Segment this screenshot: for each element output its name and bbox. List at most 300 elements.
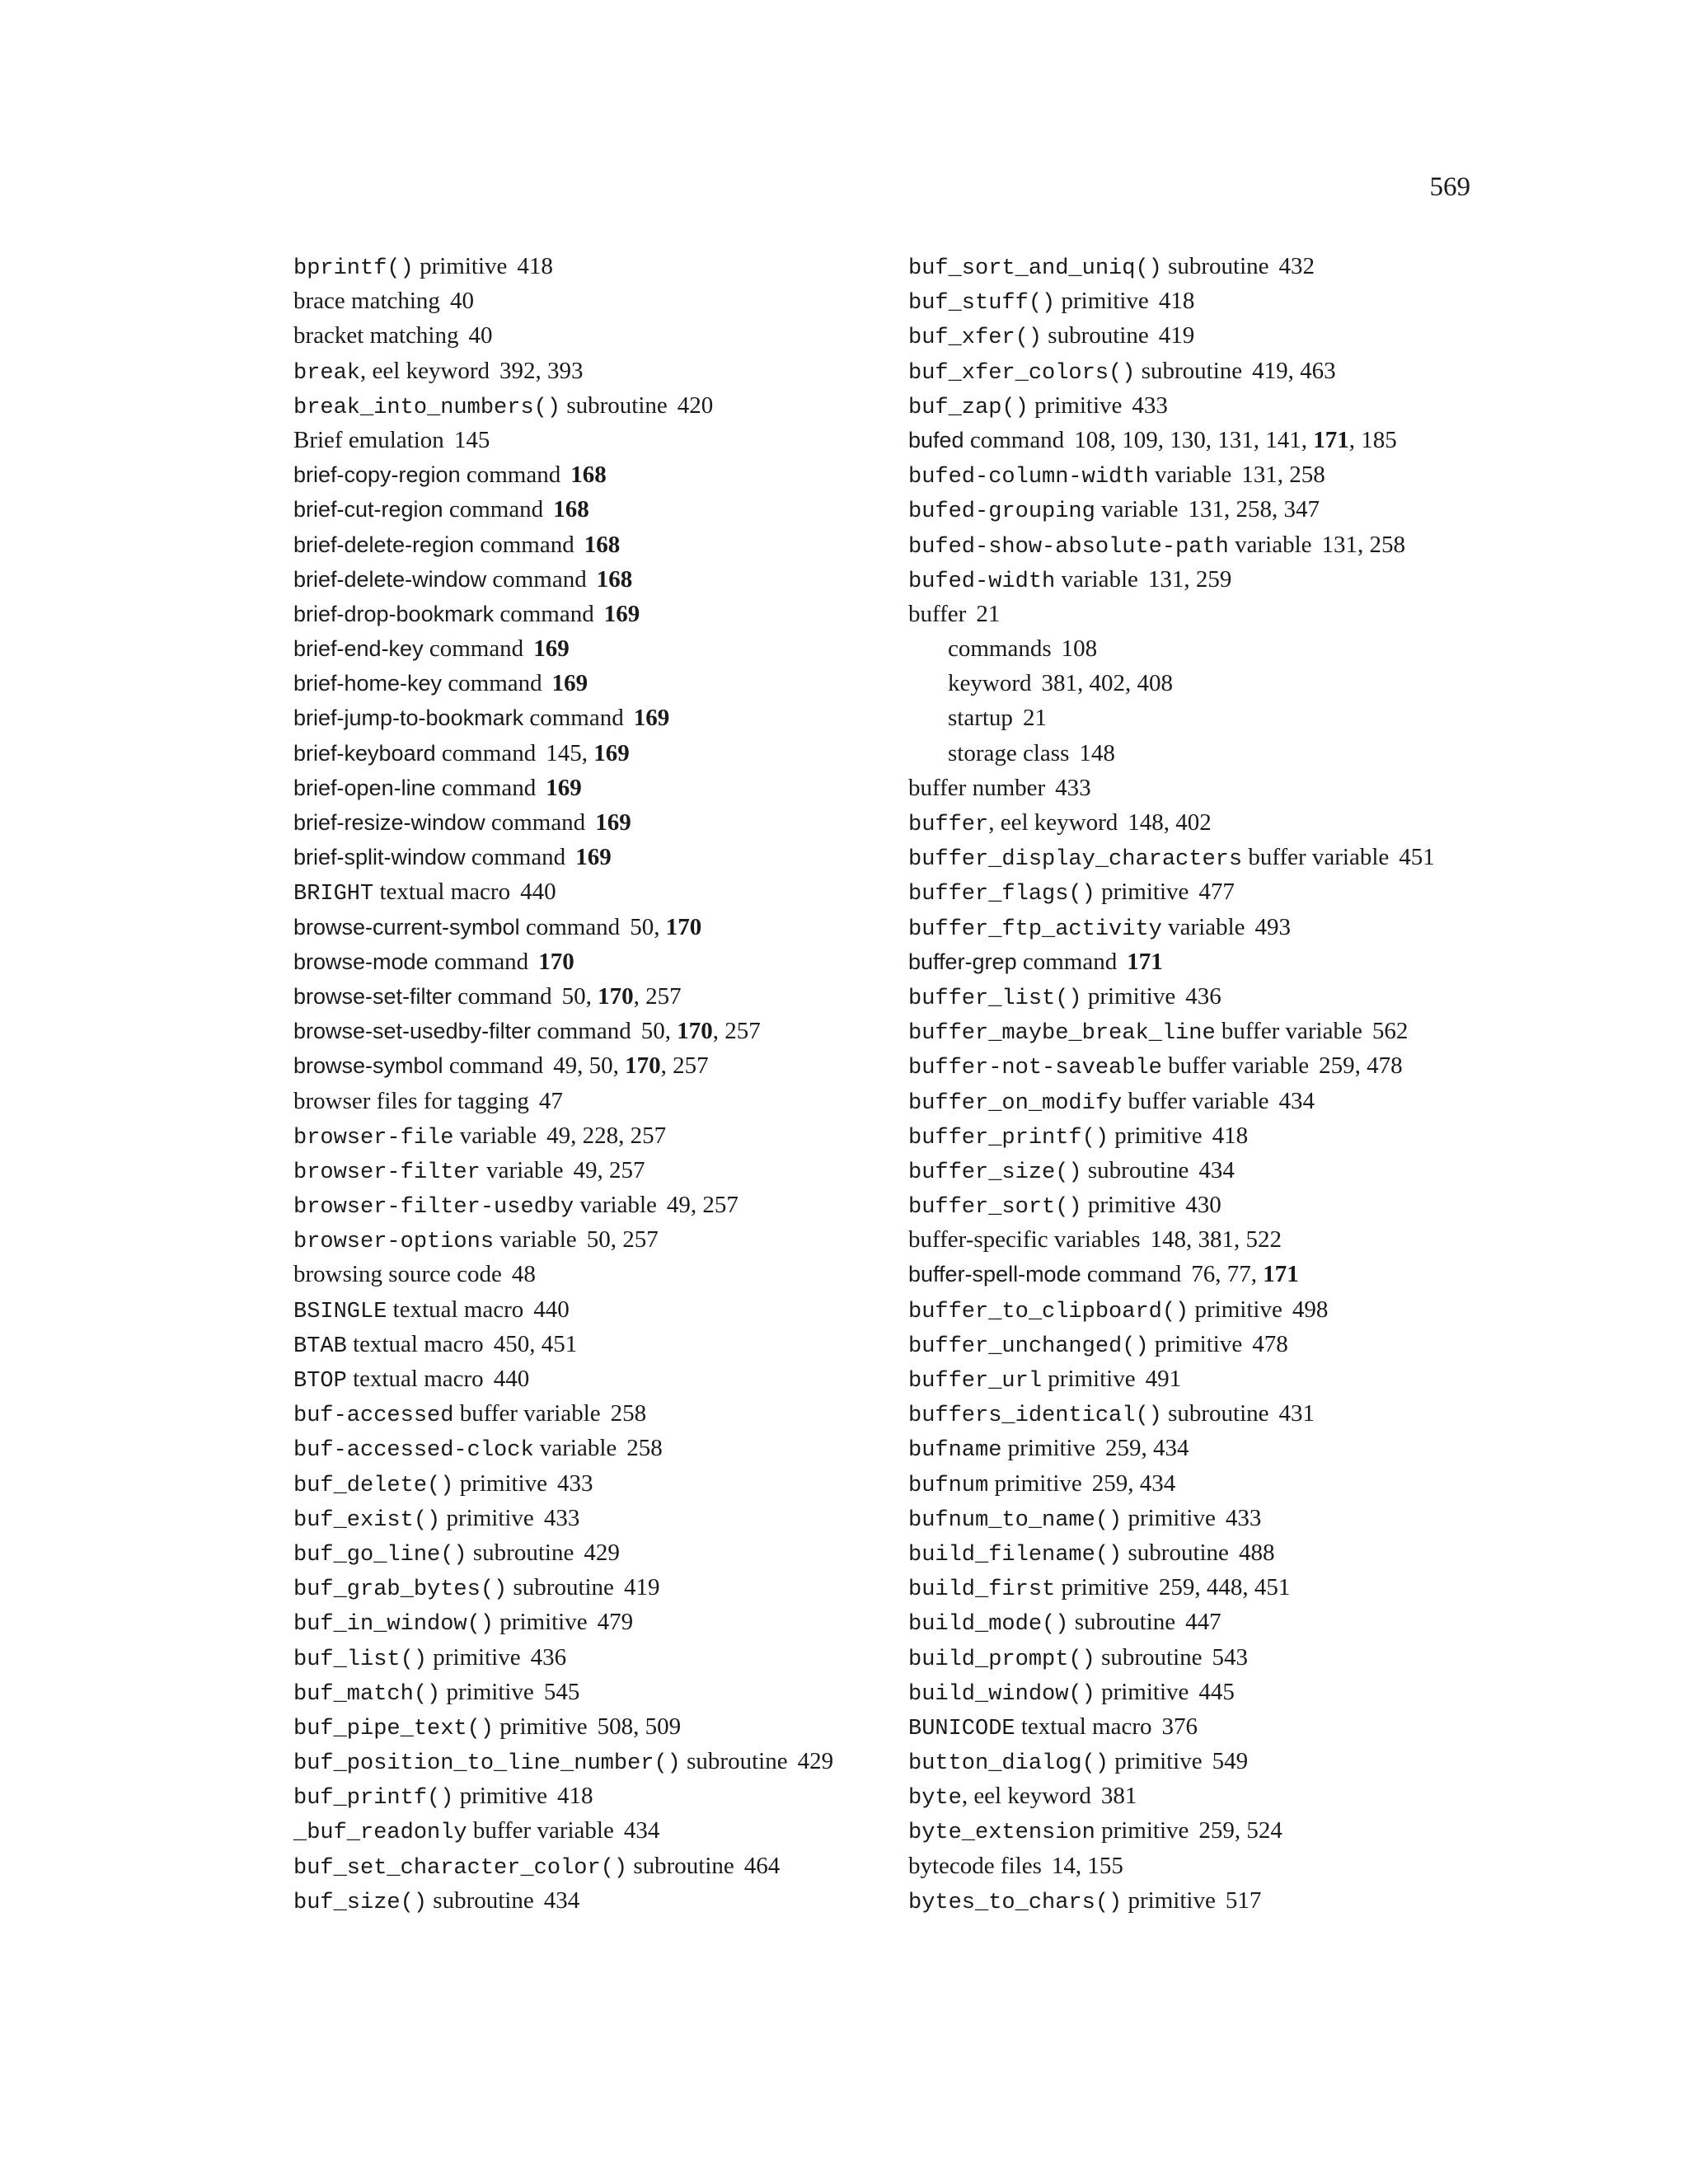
page-ref: 508: [597, 1713, 634, 1740]
entry-pages: 381, 402, 408: [1041, 670, 1173, 697]
index-entry: [293, 1118, 870, 1153]
entry-term: buffer variable: [1242, 844, 1390, 871]
entry-pages: 49, 50, 170, 257: [553, 1052, 709, 1080]
entry-term: buffer-spell-mode: [908, 1262, 1081, 1287]
index-entry: [908, 1257, 1485, 1291]
entry-pages: 50, 170: [630, 913, 702, 940]
entry-term: buffer number: [908, 774, 1046, 801]
entry-term: buf_zap(): [908, 395, 1029, 420]
entry-term: build_filename(): [908, 1542, 1123, 1568]
index-entry: [908, 805, 1485, 840]
entry-pages: [584, 1540, 620, 1566]
page-ref: 170: [538, 948, 574, 975]
page-ref: 463: [1300, 357, 1336, 384]
entry-term: buf_xfer(): [908, 326, 1043, 351]
entry-term: command: [485, 809, 586, 836]
entry-term: primitive: [1055, 1574, 1149, 1601]
index-entry: [293, 1744, 870, 1779]
index-entry: [293, 1292, 870, 1327]
page-ref: 50: [640, 1018, 665, 1045]
index-entry: [293, 318, 870, 353]
page-ref: 408: [1137, 670, 1173, 697]
entry-term: BTOP: [293, 1369, 347, 1394]
page-ref: 228: [582, 1122, 619, 1149]
page-ref: 433: [1132, 391, 1168, 419]
entry-pages: 49, 257: [666, 1192, 738, 1219]
entry-pages: [1292, 1296, 1329, 1323]
entry-term: buffer variable: [1122, 1087, 1269, 1114]
index-entry: [293, 423, 870, 457]
index-entry: [293, 944, 870, 979]
entry-term: brief-split-window: [293, 845, 466, 870]
entry-term: subroutine: [1161, 253, 1269, 279]
entry-term: primitive: [427, 1643, 521, 1671]
page-ref: 431: [1278, 1400, 1315, 1427]
page-ref: 433: [543, 1504, 580, 1531]
index-entry: [908, 944, 1485, 979]
entry-term: brief-delete-region: [293, 532, 475, 557]
entry-term: bufed-show-absolute-path: [908, 534, 1229, 560]
index-entry: [908, 318, 1485, 353]
entry-pages: [1279, 1400, 1315, 1427]
index-entry: [908, 423, 1485, 457]
index-column-right: [908, 249, 1485, 1918]
entry-term: primitive: [1081, 982, 1176, 1010]
index-entry: [293, 1222, 870, 1257]
entry-pages: [1079, 740, 1115, 766]
entry-pages: [544, 1505, 580, 1531]
page-ref: 258: [626, 1435, 663, 1462]
entry-term: variable: [494, 1226, 577, 1254]
entry-term: browser files for tagging: [293, 1087, 529, 1114]
entry-term: browser-filter-usedby: [293, 1195, 574, 1221]
page-ref: 109: [1122, 426, 1158, 453]
entry-term: buffer_size(): [908, 1160, 1082, 1185]
page-ref: 517: [1225, 1886, 1262, 1914]
page-ref: 509: [645, 1713, 682, 1740]
entry-term: variable: [1228, 531, 1312, 558]
index-entry: [908, 1501, 1485, 1535]
page-ref: 21: [1022, 705, 1047, 732]
entry-term: buffer variable: [1215, 1018, 1362, 1045]
page-ref: 434: [1139, 1469, 1176, 1497]
entry-term: command: [465, 844, 566, 871]
entry-term: buffer_ftp_activity: [908, 916, 1162, 942]
index-entry: [908, 1675, 1485, 1709]
index-entry: [908, 1292, 1485, 1327]
page-ref: 478: [1252, 1330, 1288, 1357]
entry-pages: [626, 1435, 663, 1461]
entry-term: Brief emulation: [293, 426, 444, 453]
entry-term: buf_delete(): [293, 1473, 454, 1498]
entry-term: byte_extension: [908, 1821, 1095, 1846]
entry-pages: 50, 170, 257: [640, 1018, 761, 1045]
index-entry: [908, 1744, 1485, 1779]
page-ref: 488: [1238, 1539, 1275, 1566]
entry-term: BTAB: [293, 1333, 347, 1359]
entry-term: command: [523, 705, 624, 732]
page-ref: 258: [610, 1400, 647, 1427]
entry-term: BUNICODE: [908, 1716, 1015, 1741]
page-ref: 258: [1289, 462, 1325, 489]
entry-pages: 259, 478: [1319, 1052, 1403, 1080]
index-entry: [293, 597, 870, 631]
entry-pages: [517, 253, 553, 279]
page-ref: 440: [520, 879, 556, 906]
entry-term: buffer_flags(): [908, 882, 1095, 907]
index-entry: [908, 1535, 1485, 1570]
index-entry: [908, 1188, 1485, 1222]
entry-term: primitive: [1148, 1330, 1243, 1357]
page-ref: 451: [1254, 1574, 1291, 1601]
index-entry: [293, 1640, 870, 1675]
page-ref: 259: [1319, 1052, 1355, 1080]
page-ref: 429: [797, 1748, 834, 1775]
entry-term: bufed-width: [908, 569, 1056, 594]
entry-term: break: [293, 360, 361, 386]
page-ref: 259: [1105, 1435, 1142, 1462]
entry-term: primitive: [1055, 288, 1149, 315]
entry-term: buf_set_character_color(): [293, 1855, 628, 1881]
entry-term: subroutine: [507, 1574, 614, 1601]
page-ref: 376: [1161, 1713, 1198, 1740]
entry-term: primitive: [494, 1713, 588, 1740]
page-ref: 131: [1217, 426, 1254, 453]
page-ref: 168: [584, 531, 621, 558]
index-entry: [908, 1222, 1485, 1257]
entry-pages: [1162, 1713, 1198, 1740]
index-entry: [293, 284, 870, 318]
index-entry: [908, 597, 1485, 631]
entry-pages: [1279, 253, 1315, 279]
page-ref: 419: [623, 1574, 660, 1601]
entry-term: bufname: [908, 1438, 1002, 1464]
index-entry: [908, 1118, 1485, 1153]
index-entry: [293, 1014, 870, 1048]
entry-term: variable: [1095, 496, 1179, 523]
entry-pages: [798, 1748, 834, 1774]
index-entry: [908, 1327, 1485, 1361]
entry-term: subroutine: [1161, 1400, 1269, 1427]
entry-pages: 148, 402: [1128, 809, 1212, 836]
entry-term: buffer_sort(): [908, 1195, 1082, 1221]
index-entry: [908, 910, 1485, 944]
entry-pages: [552, 670, 588, 696]
entry-pages: [544, 1887, 580, 1914]
page-ref: 171: [1313, 426, 1349, 453]
index-entry: [293, 1257, 870, 1291]
entry-term: buf_xfer_colors(): [908, 360, 1136, 386]
index-entry: [293, 1361, 870, 1396]
entry-term: brief-resize-window: [293, 810, 485, 835]
entry-pages: [531, 1644, 567, 1671]
entry-term: primitive: [1081, 1192, 1176, 1219]
entry-term: browse-set-usedby-filter: [293, 1019, 532, 1044]
page-ref: 450: [493, 1330, 530, 1357]
entry-term: primitive: [1095, 879, 1189, 906]
entry-pages: [1198, 879, 1235, 905]
entry-term: textual macro: [346, 1366, 484, 1392]
entry-term: button_dialog(): [908, 1751, 1109, 1777]
entry-term: buf-accessed-clock: [293, 1438, 534, 1464]
entry-pages: [1055, 775, 1091, 801]
entry-pages: 50, 257: [586, 1226, 659, 1254]
entry-term: primitive: [440, 1678, 534, 1705]
page-ref: 440: [533, 1296, 570, 1323]
entry-term: command: [494, 600, 594, 627]
entry-pages: [494, 1366, 530, 1392]
page-ref: 392: [499, 357, 536, 384]
index-entry: [293, 631, 870, 666]
entry-term: browse-symbol: [293, 1053, 443, 1079]
entry-term: primitive: [453, 1783, 548, 1810]
entry-term: buffers_identical(): [908, 1404, 1162, 1429]
page-ref: 130: [1170, 426, 1206, 453]
entry-term: buffer-not-saveable: [908, 1056, 1162, 1081]
entry-term: buffer variable: [453, 1400, 601, 1427]
entry-pages: [575, 844, 612, 870]
entry-term: command: [486, 565, 587, 593]
entry-term: primitive: [440, 1504, 534, 1531]
index-entry: [908, 1153, 1485, 1188]
page-ref: 419: [1252, 357, 1288, 384]
entry-term: subroutine: [1095, 1643, 1203, 1671]
page-ref: 479: [597, 1609, 634, 1636]
entry-term: buffer_printf(): [908, 1125, 1109, 1151]
index-entry: [293, 457, 870, 492]
index-entry: [293, 874, 870, 909]
page-ref: 155: [1087, 1852, 1123, 1879]
entry-pages: 148, 381, 522: [1150, 1226, 1282, 1254]
entry-term: command: [435, 739, 537, 766]
entry-term: bytecode files: [908, 1852, 1042, 1879]
index-entry: [908, 388, 1485, 423]
index-entry: [293, 1779, 870, 1813]
index-entry: [908, 1431, 1485, 1465]
entry-pages: 131, 258: [1241, 462, 1325, 489]
entry-pages: [1023, 705, 1047, 731]
page-ref: 131: [1241, 462, 1278, 489]
entry-term: command: [443, 496, 544, 523]
page-ref: 477: [1198, 879, 1235, 906]
index-entry: [293, 1153, 870, 1188]
page-ref: 419: [1158, 322, 1195, 349]
entry-pages: [1132, 392, 1168, 419]
page-ref: 381: [1100, 1783, 1137, 1810]
entry-term: variable: [453, 1122, 537, 1149]
entry-pages: [595, 809, 631, 836]
index-entry: [908, 492, 1485, 527]
entry-pages: [1212, 1748, 1249, 1774]
page-ref: 76: [1191, 1261, 1216, 1288]
entry-term: primitive: [1001, 1435, 1095, 1462]
entry-term: command: [474, 531, 574, 558]
page-ref: 545: [543, 1678, 580, 1705]
index-entry: [293, 1675, 870, 1709]
index-entry: [293, 1396, 870, 1431]
index-entry: [293, 1466, 870, 1501]
entry-term: buffer: [908, 600, 967, 627]
entry-pages: [454, 427, 490, 453]
entry-term: buf_position_to_line_number(): [293, 1751, 681, 1777]
entry-pages: [1185, 1609, 1221, 1635]
page-ref: 418: [1212, 1122, 1249, 1149]
entry-term: variable: [480, 1156, 564, 1183]
page-ref: 562: [1372, 1018, 1409, 1045]
entry-term: browser-options: [293, 1230, 495, 1255]
index-entry: [293, 1570, 870, 1605]
entry-term: browser-file: [293, 1125, 454, 1151]
entry-pages: 259, 434: [1105, 1435, 1189, 1462]
entry-pages: 145, 169: [546, 739, 630, 766]
entry-pages: [1101, 1783, 1137, 1809]
page-ref: 169: [546, 774, 582, 801]
entry-pages: [538, 949, 574, 975]
index-entry: [908, 1361, 1485, 1396]
index-subentry: [908, 736, 1485, 771]
entry-term: subroutine: [627, 1852, 734, 1879]
entry-term: buf-accessed: [293, 1404, 454, 1429]
entry-term: primitive: [1109, 1122, 1203, 1149]
index-entry: [908, 1014, 1485, 1048]
entry-term: subroutine: [1122, 1539, 1229, 1566]
page-ref: 131: [1188, 496, 1224, 523]
entry-term: buf_go_line(): [293, 1542, 467, 1568]
index-entry: [908, 457, 1485, 492]
page-ref: 169: [551, 670, 588, 697]
entry-term: bufed-grouping: [908, 499, 1095, 525]
entry-pages: [1062, 635, 1098, 662]
entry-term: variable: [1148, 462, 1232, 489]
entry-term: command: [964, 426, 1065, 453]
entry-pages: [744, 1853, 781, 1879]
entry-pages: [976, 601, 1000, 627]
page-ref: 478: [1367, 1052, 1403, 1080]
index-entry: [293, 840, 870, 874]
page-ref: 259: [1195, 565, 1232, 593]
entry-term: primitive: [1042, 1366, 1136, 1392]
entry-term: buffer variable: [1161, 1052, 1310, 1080]
page-ref: 50: [586, 1226, 611, 1254]
entry-pages: [1226, 1887, 1262, 1914]
entry-term: buffer variable: [467, 1817, 614, 1844]
page-ref: 258: [1369, 531, 1406, 558]
page-ref: 50: [630, 913, 654, 940]
entry-pages: 131, 259: [1147, 565, 1232, 593]
entry-term: browse-set-filter: [293, 983, 452, 1009]
page-ref: 402: [1175, 809, 1212, 836]
page-ref: 108: [1061, 635, 1098, 663]
page-ref: 169: [633, 705, 670, 732]
entry-term: subroutine: [1042, 322, 1149, 349]
entry-term: browser-filter: [293, 1160, 481, 1185]
entry-pages: [546, 775, 582, 801]
entry-pages: [1159, 322, 1195, 349]
entry-pages: [1255, 914, 1292, 940]
entry-term: bufed-column-width: [908, 465, 1149, 490]
entry-term: textual macro: [373, 879, 511, 906]
entry-term: brief-copy-region: [293, 462, 461, 488]
entry-pages: [544, 1679, 580, 1705]
entry-pages: 259, 448, 451: [1158, 1574, 1291, 1601]
entry-pages: [539, 1088, 563, 1114]
entry-pages: [1226, 1505, 1262, 1531]
entry-term: , eel keyword: [988, 809, 1118, 836]
entry-pages: 49, 257: [573, 1156, 645, 1183]
page-ref: 429: [584, 1539, 620, 1566]
entry-pages: [1278, 1088, 1315, 1114]
entry-term: primitive: [494, 1609, 588, 1636]
page-ref: 434: [543, 1886, 580, 1914]
entry-term: command: [531, 1018, 631, 1045]
page-ref: 434: [1278, 1087, 1315, 1114]
index-entry: [908, 284, 1485, 318]
page-ref: 522: [1245, 1226, 1282, 1254]
page-ref: 347: [1283, 496, 1320, 523]
entry-pages: [557, 1470, 593, 1497]
page-ref: 433: [1055, 774, 1091, 801]
entry-term: primitive: [988, 1469, 1082, 1497]
entry-pages: 392, 393: [499, 357, 584, 384]
entry-term: byte: [908, 1786, 962, 1811]
index-entry: [293, 1709, 870, 1744]
entry-pages: 508, 509: [597, 1713, 682, 1740]
index-entry: [908, 1570, 1485, 1605]
entry-term: command: [452, 982, 552, 1010]
entry-term: build_first: [908, 1577, 1056, 1603]
index-subentry: [908, 631, 1485, 666]
page-ref: 432: [1278, 253, 1315, 279]
page-ref: 169: [603, 600, 640, 627]
entry-term: brief-keyboard: [293, 740, 436, 766]
index-entry: [908, 874, 1485, 909]
index-entry: [293, 1431, 870, 1465]
page-ref: 381: [1198, 1226, 1234, 1254]
entry-term: bufnum: [908, 1473, 989, 1498]
entry-pages: [512, 1261, 536, 1287]
page-ref: 148: [1150, 1226, 1186, 1254]
page-ref: 491: [1145, 1366, 1182, 1392]
page-ref: 145: [453, 426, 490, 453]
entry-pages: [533, 1296, 570, 1323]
entry-term: textual macro: [387, 1296, 524, 1323]
entry-term: buffer_list(): [908, 986, 1082, 1011]
page-ref: 170: [625, 1052, 661, 1080]
entry-term: buf_in_window(): [293, 1612, 495, 1638]
entry-term: primitive: [1189, 1296, 1282, 1323]
index-entry: [293, 910, 870, 944]
page-ref: 259: [1158, 1574, 1195, 1601]
index-entry: [293, 736, 870, 771]
page-ref: 49: [573, 1156, 598, 1183]
entry-pages: [1372, 1018, 1409, 1044]
page-ref: 393: [547, 357, 584, 384]
entry-term: commands: [948, 635, 1052, 663]
entry-pages: 49, 228, 257: [546, 1122, 667, 1149]
entry-pages: [1212, 1122, 1249, 1149]
entry-term: bufed: [908, 427, 964, 452]
entry-pages: [678, 392, 714, 419]
page-ref: 434: [1198, 1156, 1235, 1183]
entry-term: command: [443, 1052, 544, 1080]
entry-term: brief-drop-bookmark: [293, 601, 495, 626]
entry-term: subroutine: [427, 1886, 534, 1914]
entry-term: buffer_unchanged(): [908, 1333, 1149, 1359]
page-ref: 436: [530, 1643, 567, 1671]
entry-term: BRIGHT: [293, 882, 374, 907]
index-entry: [293, 1501, 870, 1535]
index-entry: [908, 354, 1485, 388]
